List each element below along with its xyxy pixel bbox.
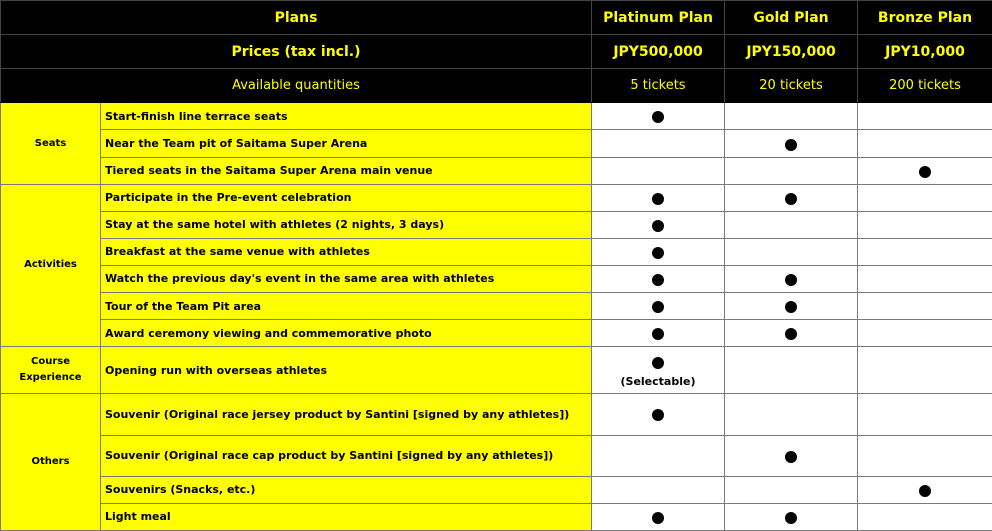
feature-label: Tour of the Team Pit area xyxy=(101,293,592,320)
gold-mark-cell xyxy=(725,103,858,130)
filled-circle-icon xyxy=(785,193,797,205)
table-row xyxy=(1,265,992,292)
gold-mark-cell xyxy=(725,320,858,347)
bronze-mark-cell xyxy=(858,130,992,157)
gold-mark-cell xyxy=(725,157,858,184)
platinum-plan-price: JPY500,000 xyxy=(592,35,725,69)
feature-label: Opening run with overseas athletes xyxy=(101,347,592,394)
gold-mark-cell xyxy=(725,476,858,503)
gold-mark-cell xyxy=(725,293,858,320)
table-row xyxy=(1,130,992,157)
table-row xyxy=(1,435,992,476)
table-row xyxy=(1,293,992,320)
gold-mark-cell xyxy=(725,394,858,435)
platinum-mark-cell xyxy=(592,157,725,184)
prices-header-row xyxy=(1,35,992,69)
filled-circle-icon xyxy=(652,220,664,232)
bronze-mark-cell xyxy=(858,157,992,184)
filled-circle-icon xyxy=(785,274,797,286)
bronze-mark-cell xyxy=(858,103,992,130)
bronze-mark-cell xyxy=(858,293,992,320)
platinum-mark-cell xyxy=(592,435,725,476)
filled-circle-icon xyxy=(652,357,664,369)
filled-circle-icon xyxy=(652,274,664,286)
platinum-mark-cell xyxy=(592,347,725,394)
plans-label: Plans xyxy=(1,1,592,35)
table-row xyxy=(1,394,992,435)
feature-label: Stay at the same hotel with athletes (2 nights, 3 days) xyxy=(101,211,592,238)
table-row xyxy=(1,211,992,238)
gold-mark-cell xyxy=(725,130,858,157)
category-others: Others xyxy=(1,394,101,531)
gold-plan-name: Gold Plan xyxy=(725,1,858,35)
bronze-plan-price: JPY10,000 xyxy=(858,35,992,69)
platinum-mark-cell xyxy=(592,130,725,157)
bronze-mark-cell xyxy=(858,435,992,476)
quantities-header-row xyxy=(1,69,992,103)
bronze-mark-cell xyxy=(858,503,992,530)
platinum-mark-cell xyxy=(592,265,725,292)
filled-circle-icon xyxy=(652,512,664,524)
filled-circle-icon xyxy=(652,111,664,123)
bronze-mark-cell xyxy=(858,238,992,265)
platinum-mark-cell xyxy=(592,184,725,211)
gold-mark-cell xyxy=(725,184,858,211)
table-row xyxy=(1,238,992,265)
feature-label: Light meal xyxy=(101,503,592,530)
gold-mark-cell xyxy=(725,265,858,292)
plans-header-row xyxy=(1,1,992,35)
mark-note: (Selectable) xyxy=(620,375,696,389)
gold-plan-price: JPY150,000 xyxy=(725,35,858,69)
table-row xyxy=(1,476,992,503)
gold-mark-cell xyxy=(725,347,858,394)
bronze-mark-cell xyxy=(858,320,992,347)
feature-label: Souvenir (Original race jersey product by Santini [signed by any athletes]) xyxy=(101,394,592,435)
filled-circle-icon xyxy=(919,485,931,497)
platinum-plan-quantity: 5 tickets xyxy=(592,69,725,103)
gold-mark-cell xyxy=(725,211,858,238)
platinum-plan-name: Platinum Plan xyxy=(592,1,725,35)
table-row xyxy=(1,103,992,130)
feature-label: Near the Team pit of Saitama Super Arena xyxy=(101,130,592,157)
feature-label: Tiered seats in the Saitama Super Arena main venue xyxy=(101,157,592,184)
filled-circle-icon xyxy=(785,139,797,151)
platinum-mark-cell xyxy=(592,503,725,530)
filled-circle-icon xyxy=(652,409,664,421)
feature-label: Watch the previous day's event in the same area with athletes xyxy=(101,265,592,292)
platinum-mark-cell xyxy=(592,293,725,320)
bronze-mark-cell xyxy=(858,184,992,211)
filled-circle-icon xyxy=(652,247,664,259)
feature-label: Souvenir (Original race cap product by Santini [signed by any athletes]) xyxy=(101,435,592,476)
filled-circle-icon xyxy=(652,193,664,205)
filled-circle-icon xyxy=(652,328,664,340)
platinum-mark-cell xyxy=(592,320,725,347)
gold-plan-quantity: 20 tickets xyxy=(725,69,858,103)
gold-mark-cell xyxy=(725,435,858,476)
bronze-plan-quantity: 200 tickets xyxy=(858,69,992,103)
bronze-mark-cell xyxy=(858,265,992,292)
filled-circle-icon xyxy=(919,166,931,178)
platinum-mark-cell xyxy=(592,211,725,238)
feature-label: Souvenirs (Snacks, etc.) xyxy=(101,476,592,503)
feature-label: Award ceremony viewing and commemorative photo xyxy=(101,320,592,347)
table-row xyxy=(1,320,992,347)
quantities-label: Available quantities xyxy=(1,69,592,103)
table-row xyxy=(1,184,992,211)
bronze-mark-cell xyxy=(858,476,992,503)
platinum-mark-cell xyxy=(592,476,725,503)
filled-circle-icon xyxy=(652,301,664,313)
table-row xyxy=(1,503,992,530)
platinum-mark-cell xyxy=(592,103,725,130)
bronze-mark-cell xyxy=(858,347,992,394)
feature-label: Breakfast at the same venue with athletes xyxy=(101,238,592,265)
bronze-mark-cell xyxy=(858,211,992,238)
filled-circle-icon xyxy=(785,451,797,463)
filled-circle-icon xyxy=(785,328,797,340)
table-row xyxy=(1,347,992,394)
feature-label: Participate in the Pre-event celebration xyxy=(101,184,592,211)
filled-circle-icon xyxy=(785,301,797,313)
gold-mark-cell xyxy=(725,503,858,530)
category-seats: Seats xyxy=(1,103,101,184)
filled-circle-icon xyxy=(785,512,797,524)
bronze-mark-cell xyxy=(858,394,992,435)
platinum-mark-cell xyxy=(592,394,725,435)
feature-label: Start-finish line terrace seats xyxy=(101,103,592,130)
bronze-plan-name: Bronze Plan xyxy=(858,1,992,35)
prices-label: Prices (tax incl.) xyxy=(1,35,592,69)
platinum-mark-cell xyxy=(592,238,725,265)
table-row xyxy=(1,157,992,184)
category-course-experience: Course Experience xyxy=(1,347,101,394)
gold-mark-cell xyxy=(725,238,858,265)
category-activities: Activities xyxy=(1,184,101,347)
